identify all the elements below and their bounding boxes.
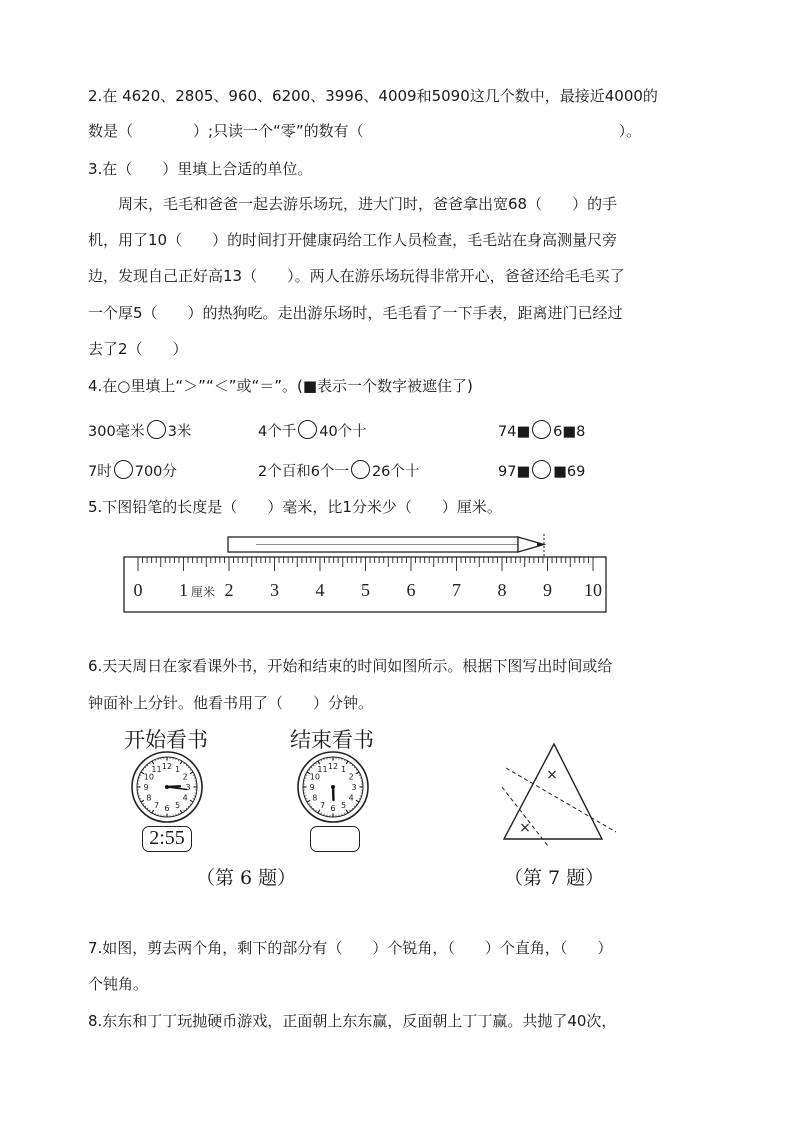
compare-right: ■69 [553,464,586,480]
q3-line: 边，发现自己正好高13（ ）。两人在游乐场玩得非常开心，爸爸还给毛毛买了 [88,267,625,285]
start-time-display: 2:55 [142,826,192,852]
compare-item [88,420,191,443]
q2-line2: 数是（ ）;只读一个“零”的数有（ ）。 [88,122,642,140]
end-clock [297,751,369,823]
compare-right: 26个十 [371,464,420,480]
q3-line: 去了2（ ） [88,340,188,358]
clock-number: 12 [327,762,339,771]
start-reading-label: 开始看书 [124,728,208,752]
clock-number: 12 [161,762,173,771]
ruler-number: 2 [224,580,234,600]
ruler-figure [0,528,794,628]
clock-center [331,785,335,789]
q7-line2: 个钝角。 [88,975,149,993]
ruler-number: 10 [584,580,602,600]
compare-left: 97■ [498,464,531,480]
ruler-number: 6 [406,580,416,600]
compare-right: 700分 [134,464,177,480]
q7-line1: 7.如图，剪去两个角，剩下的部分有（ ）个锐角，（ ）个直角，（ ） [88,939,613,957]
q5-title: 5.下图铅笔的长度是（ ）毫米，比1分米少（ ）厘米。 [88,498,502,516]
clock-number: 5 [340,801,347,811]
compare-item [88,460,177,483]
clock-center [165,785,169,789]
q8-line1: 8.东东和丁丁玩抛硬币游戏，正面朝上东东赢，反面朝上丁丁赢。共抛了40次， [88,1012,617,1030]
clock-number: 8 [312,793,318,803]
clock-number: 9 [143,783,149,792]
clock-number: 7 [319,801,326,811]
ruler-number: 0 [133,580,143,600]
blank-circle[interactable] [114,460,133,479]
compare-item [258,420,367,443]
compare-item [498,420,585,443]
compare-item [258,460,419,483]
clock-number: 7 [153,801,160,811]
clock-number: 6 [330,804,336,813]
clock-number: 11 [317,764,328,774]
q6-line2: 钟面补上分针。他看书用了（ ）分钟。 [88,694,374,712]
q3-line: 机，用了10（ ）的时间打开健康码给工作人员检查，毛毛站在身高测量尺旁 [88,231,618,249]
cut-mark-icon: × [546,767,558,783]
blank-circle[interactable] [532,460,551,479]
clock-number: 10 [309,772,320,782]
figure-7-caption: （第 7 题） [504,867,605,889]
q3-title: 3.在（ ）里填上合适的单位。 [88,160,313,178]
ruler-number: 3 [270,580,279,600]
compare-left: 7时 [88,464,112,480]
ruler-number: 4 [315,580,325,600]
compare-left: 74■ [498,424,531,440]
cut-line [502,787,548,846]
ruler-number: 5 [361,580,370,600]
clock-number: 2 [348,772,354,782]
clock-number: 11 [151,764,162,774]
compare-left: 300毫米 [88,424,145,440]
pencil-illustration [228,534,544,558]
figure-6-caption: （第 6 题） [196,867,297,889]
ruler-number: 8 [497,580,507,600]
clock-number: 4 [182,793,188,803]
clock-number: 5 [174,801,181,811]
triangle-figure [496,740,626,850]
end-time-answer-box[interactable] [310,826,360,852]
ruler-number: 7 [452,580,461,600]
q2-line1: 2.在 4620、2805、960、6200、3996、4009和5090这几个数中，最接近4000的 [88,87,658,105]
blank-circle[interactable] [147,420,166,439]
clock-number: 1 [174,764,181,774]
blank-circle[interactable] [532,420,551,439]
end-reading-label: 结束看书 [290,728,374,752]
compare-left: 2个百和6个一 [258,464,349,480]
clock-number: 4 [348,793,354,803]
q4-title: 4.在○里填上“＞”“＜”或“＝”。(■表示一个数字被遮住了) [88,377,473,395]
compare-item [498,460,585,483]
ruler-number: 9 [543,580,552,600]
clock-number: 1 [340,764,347,774]
ruler-unit-label: 厘米 [191,585,216,599]
blank-circle[interactable] [298,420,317,439]
clock-number: 3 [351,783,357,792]
q3-line: 一个厚5（ ）的热狗吃。走出游乐场时，毛毛看了一下手表，距离进门已经过 [88,304,623,322]
clock-number: 3 [185,783,191,792]
clock-number: 8 [146,793,152,803]
compare-right: 40个十 [319,424,367,440]
compare-right: 6■8 [553,424,586,440]
q3-line: 周末，毛毛和爸爸一起去游乐场玩，进大门时，爸爸拿出宽68（ ）的手 [118,195,618,213]
clock-number: 10 [143,772,154,782]
start-clock [131,751,203,823]
clock-number: 2 [182,772,188,782]
clock-number: 9 [309,783,315,792]
ruler-number: 1 [179,580,188,600]
compare-left: 4个千 [258,424,297,440]
compare-right: 3米 [167,424,192,440]
clock-number: 6 [164,804,170,813]
blank-circle[interactable] [351,460,370,479]
cut-mark-icon: × [519,820,531,836]
q6-line1: 6.天天周日在家看课外书，开始和结束的时间如图所示。根据下图写出时间或给 [88,657,613,675]
